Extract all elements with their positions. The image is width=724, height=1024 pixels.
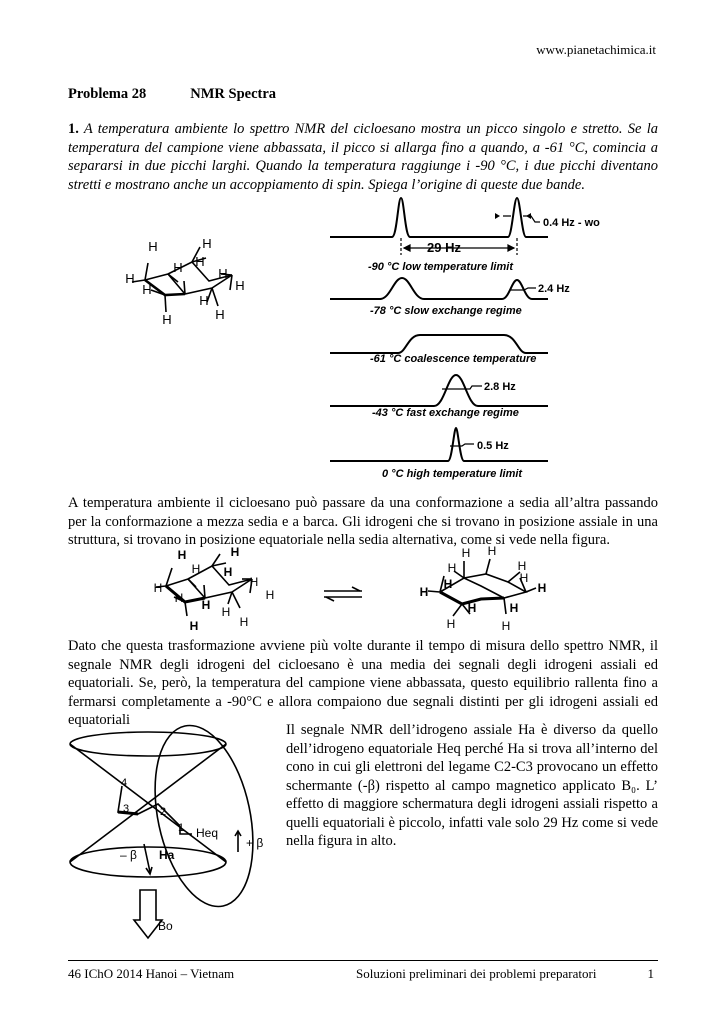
h-atom: H <box>218 266 228 281</box>
h-atom: H <box>265 588 275 602</box>
site-url: www.pianetachimica.it <box>536 42 656 57</box>
spectrum-label: -78 °C slow exchange regime <box>370 305 522 317</box>
shielding-cone-figure <box>62 722 284 942</box>
page-number: 1 <box>647 966 654 981</box>
h-atom: H <box>517 559 527 573</box>
h-atom: H <box>487 546 497 558</box>
h-atom: H <box>201 598 211 612</box>
h-atom: H <box>249 575 259 589</box>
paragraph-shielding: Il segnale NMR dell’idrogeno assiale Ha è diverso da quello dell’idrogeno equatoriale Heq perché Ha si trova all’interno del cono in cui gli elettroni del legame C2-C3 provocano un effetto schermante (-β) rispetto al campo magnetico applicato B₀. L’ effetto di maggiore schermatura degli idrogeni assiali rispetto a quelli equatoriali è piccolo, infatti vale solo 29 Hz come si vede nella figura in alto. <box>286 722 658 849</box>
heq-label: Heq <box>196 826 219 840</box>
h-atom: H <box>509 601 519 615</box>
h-atom: H <box>174 591 184 605</box>
h-atom: H <box>467 601 477 615</box>
h-atom: H <box>537 581 547 595</box>
linewidth-label: 2.8 Hz <box>484 381 516 393</box>
h-atom: H <box>239 615 249 629</box>
nmr-spectra-figure <box>322 192 622 482</box>
linewidth-label: 2.4 Hz <box>538 283 570 295</box>
plus-beta-label: + β <box>246 836 264 850</box>
h-atom: H <box>215 307 225 322</box>
h-atom: H <box>125 271 135 286</box>
problem-heading <box>68 86 276 103</box>
paragraph-conformations: A temperatura ambiente il cicloesano può passare da una conformazione a sedia all’altra passando per la conformazione a mezza sedia e a barca. Gli idrogeni che si trovano in posizione assiale in una struttura, si trovano in posizione equatoriale nella sedia alternativa, come si vede nella figura. <box>68 495 658 548</box>
footer-title: Soluzioni preliminari dei problemi preparatori <box>356 966 597 981</box>
h-atom: H <box>235 278 245 293</box>
atom-number: 3 <box>123 803 130 815</box>
atom-number: 2 <box>160 806 167 818</box>
footer-event: 46 IChO 2014 Hanoi – Vietnam <box>68 966 235 981</box>
h-atom: H <box>447 561 457 575</box>
ha-label: Ha <box>159 848 175 862</box>
h-atom: H <box>142 282 152 297</box>
problem-number: Problema 28 <box>68 86 147 102</box>
h-atom: H <box>189 619 199 633</box>
h-atom: H <box>443 577 453 591</box>
footer-divider <box>68 960 658 961</box>
problem-topic: NMR Spectra <box>190 86 277 102</box>
spectrum-label: -43 °C fast exchange regime <box>372 407 519 419</box>
h-atom: H <box>419 585 429 599</box>
question-number: 1. <box>68 121 79 137</box>
h-atom: H <box>501 619 511 633</box>
atom-number: 4 <box>121 777 128 789</box>
linewidth-label: 0.4 Hz - wo <box>543 217 600 229</box>
paragraph-averaging: Dato che questa trasformazione avviene più volte durante il tempo di misura dello spettro NMR, il segnale NMR degli idrogeni del cicloesano è una media dei segnali degli idrogeni assiali ed equatoriali. Se, però, la temperatura del campione viene abbassata, questo equilibrio rallenta fino a fermarsi completamente a -90°C e allora compaiono due segnali distinti per gli idrogeni assiali ed equatoriali <box>68 638 658 728</box>
h-atom: H <box>199 293 209 308</box>
linewidth-label: 0.5 Hz <box>477 440 509 452</box>
chair-flip-equilibrium <box>148 546 588 636</box>
minus-beta-label: – β <box>120 848 137 862</box>
question-text: A temperatura ambiente lo spettro NMR del cicloesano mostra un picco singolo e stretto. Se la temperatura del campione viene abbassata, il picco si allarga fino a quando, a -61 °C, comincia a separarsi in due picchi larghi. Quando la temperatura raggiunge i -90 °C, i due picchi diventano stretti e mostrano anche un accoppiamento di spin. Spiega l’origine di queste due bande. <box>68 121 658 193</box>
h-atom: H <box>519 571 529 585</box>
question-1 <box>68 120 658 194</box>
spectrum-label: -90 °C low temperature limit <box>368 261 513 273</box>
h-atom: H <box>230 546 240 559</box>
chair-cyclohexane-figure <box>118 232 248 332</box>
h-atom: H <box>461 546 471 560</box>
h-atom: H <box>446 617 456 631</box>
h-atom: H <box>173 260 183 275</box>
h-atom: H <box>177 548 187 562</box>
b0-label: Bo <box>158 919 173 933</box>
h-atom: H <box>221 605 231 619</box>
h-atom: H <box>195 254 205 269</box>
atom-number: 1 <box>178 822 185 834</box>
separation-label: 29 Hz <box>427 240 461 255</box>
h-atom: H <box>191 562 201 576</box>
h-atom: H <box>148 239 158 254</box>
h-atom: H <box>223 565 233 579</box>
h-atom: H <box>162 312 172 327</box>
h-atom: H <box>202 236 212 251</box>
spectrum-label: 0 °C high temperature limit <box>382 468 523 480</box>
h-atom: H <box>153 581 163 595</box>
spectrum-label: -61 °C coalescence temperature <box>370 353 537 365</box>
